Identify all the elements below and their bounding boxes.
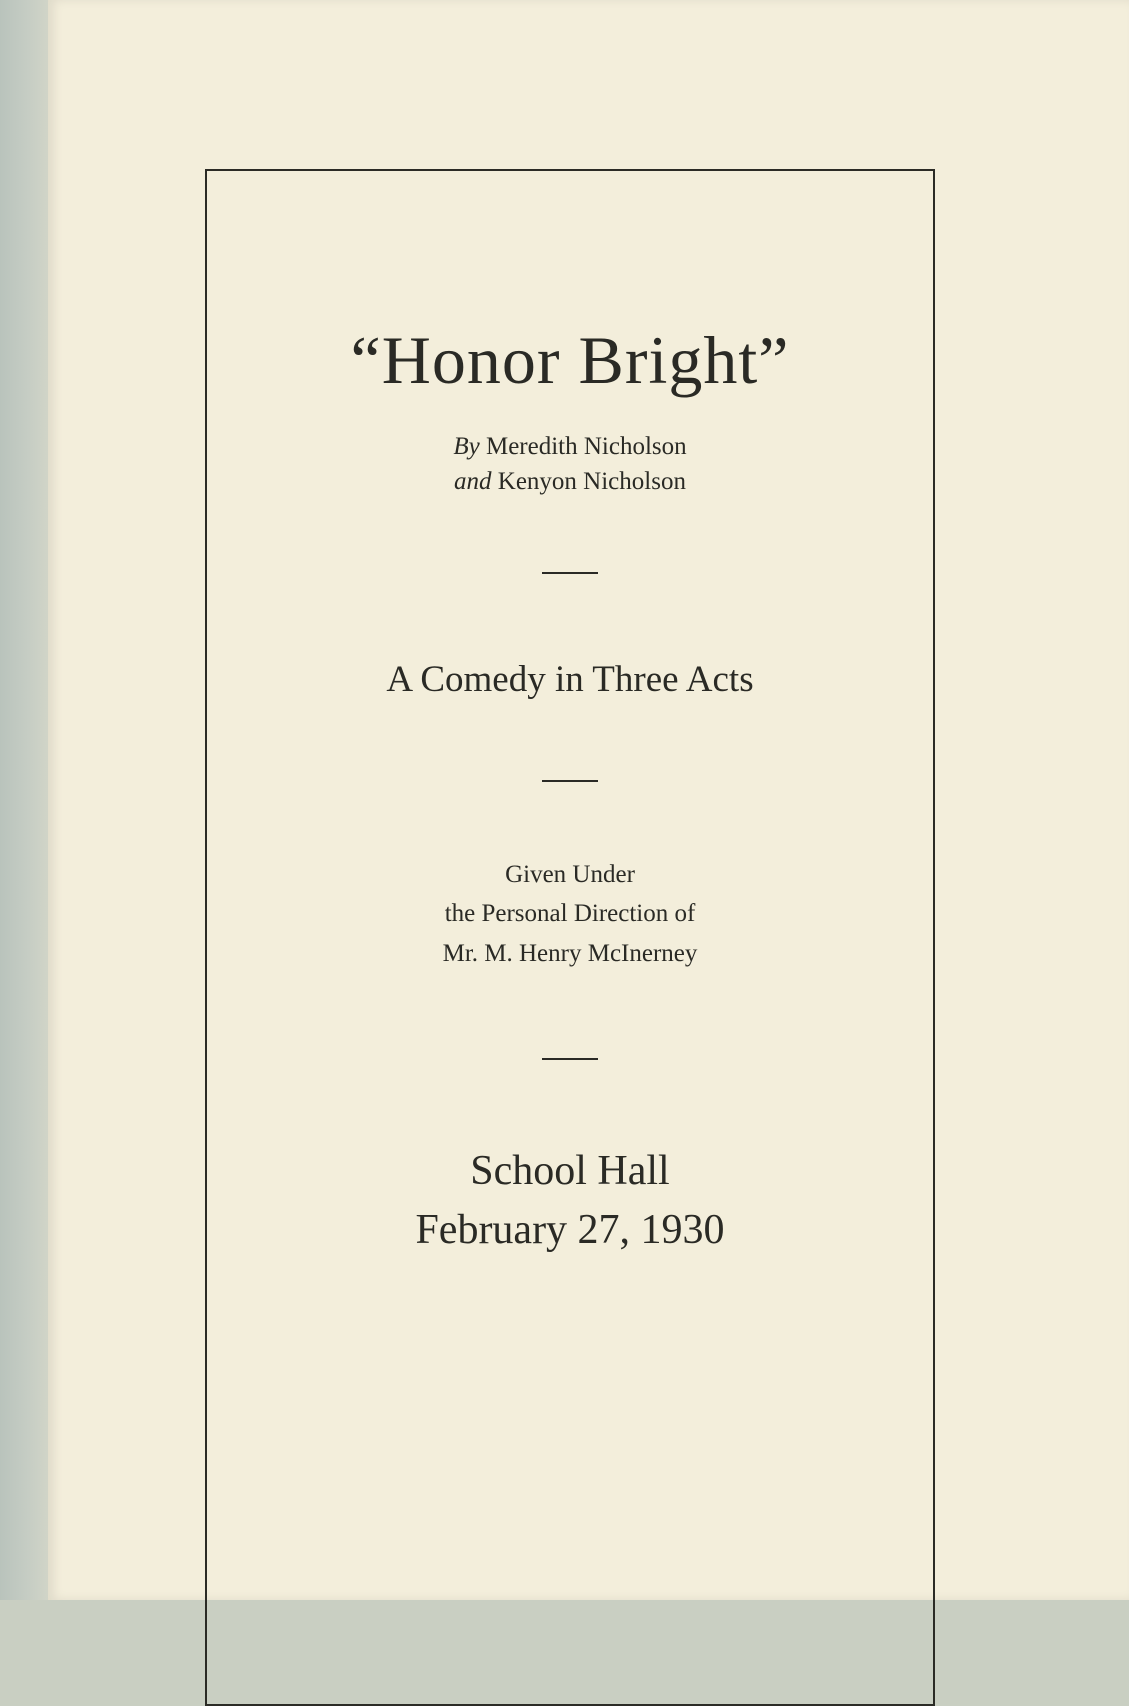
divider-rule [542,780,598,782]
play-subtitle: A Comedy in Three Acts [386,659,754,700]
byline-and: and [454,468,492,495]
divider-rule [542,572,598,574]
direction-line-2: the Personal Direction of [444,900,696,927]
byline-line-1 [207,433,933,461]
byline-by: By [453,433,480,460]
program-frame [205,169,935,1706]
venue: School Hall [470,1148,670,1194]
byline-line-2 [207,468,933,496]
booklet-spine [0,0,52,1600]
performance-date: February 27, 1930 [415,1207,725,1253]
direction-line-3: Mr. M. Henry McInerney [442,940,698,967]
byline-author-2: Kenyon Nicholson [491,468,686,495]
direction-line-1: Given Under [505,861,635,888]
byline-author-1: Meredith Nicholson [479,433,687,460]
divider-rule [542,1058,598,1060]
play-title: “Honor Bright” [350,322,790,398]
